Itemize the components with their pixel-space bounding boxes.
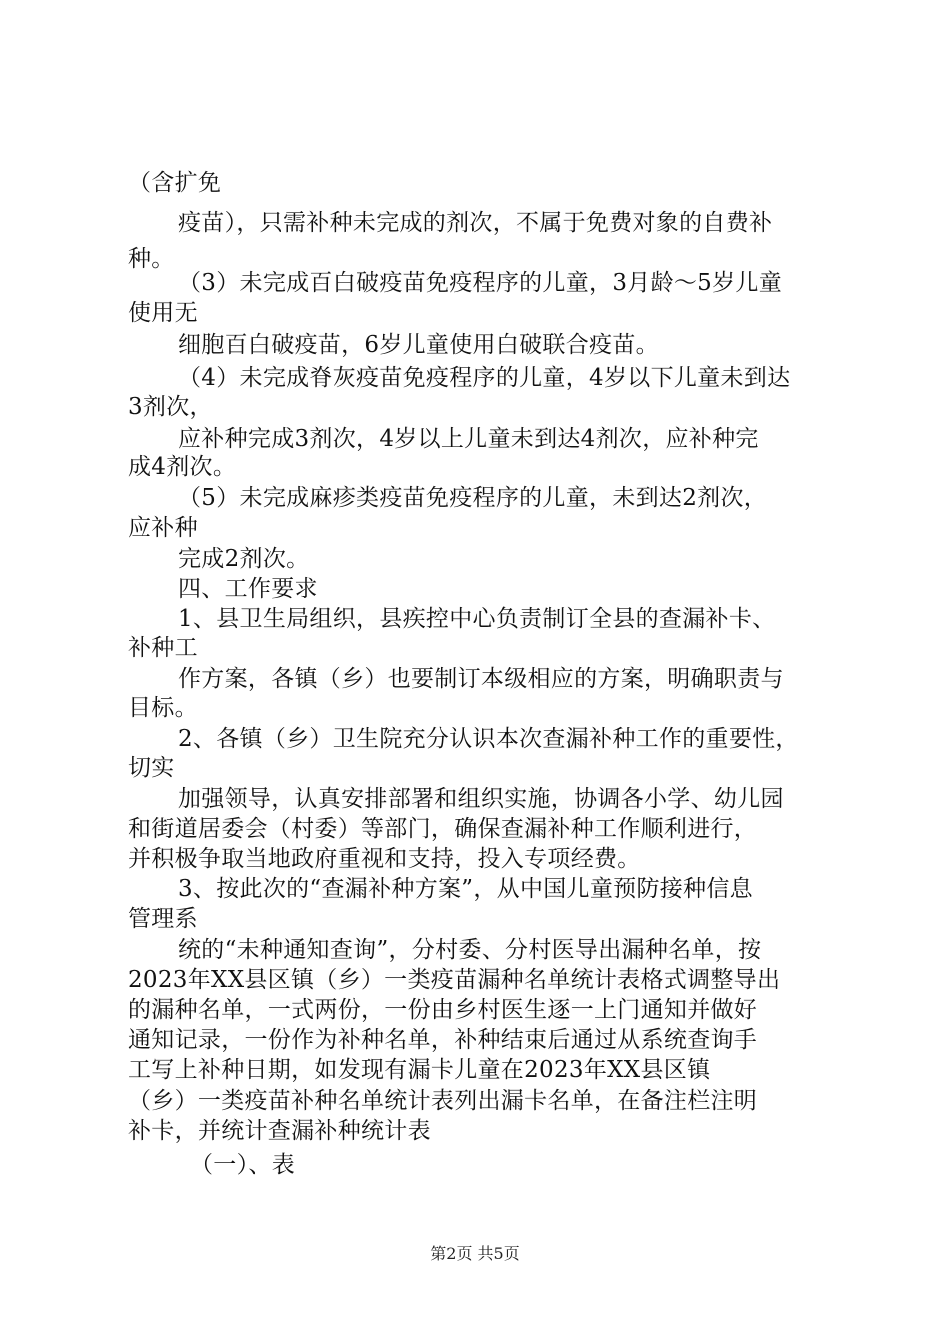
- text-line: 1、县卫生局组织，县疾控中心负责制订全县的查漏补卡、: [178, 606, 776, 632]
- text-line: 加强领导，认真安排部署和组织实施，协调各小学、幼儿园: [178, 786, 784, 812]
- text-line: 目标。: [128, 695, 198, 721]
- text-line: 和街道居委会（村委）等部门，确保查漏补种工作顺利进行，: [128, 816, 758, 842]
- text-line: （5）未完成麻疹类疫苗免疫程序的儿童，未到达2剂次，: [178, 485, 768, 511]
- text-line: （含扩免: [128, 170, 222, 196]
- text-line: 2、各镇（乡）卫生院充分认识本次查漏补种工作的重要性，: [178, 726, 799, 752]
- text-line: 管理系: [128, 906, 198, 932]
- text-line: 3剂次，: [128, 394, 213, 420]
- text-line: 工写上补种日期，如发现有漏卡儿童在2023年XX县区镇: [128, 1057, 711, 1083]
- text-line: 并积极争取当地政府重视和支持，投入专项经费。: [128, 846, 641, 872]
- text-line: 应补种完成3剂次，4岁以上儿童未到达4剂次，应补种完: [178, 426, 759, 452]
- page-number: 第2页 共5页: [430, 1244, 520, 1263]
- text-line: 切实: [128, 755, 175, 781]
- text-line: （4）未完成脊灰疫苗免疫程序的儿童，4岁以下儿童未到达: [178, 365, 791, 391]
- text-line: 完成2剂次。: [178, 546, 310, 572]
- text-line: 成4剂次。: [128, 454, 237, 480]
- text-line: 补种工: [128, 635, 198, 661]
- text-line: 通知记录，一份作为补种名单，补种结束后通过从系统查询手: [128, 1027, 758, 1053]
- text-line: 疫苗），只需补种未完成的剂次，不属于免费对象的自费补: [178, 210, 773, 236]
- text-line: （乡）一类疫苗补种名单统计表列出漏卡名单，在备注栏注明: [128, 1088, 758, 1114]
- text-line: 使用无: [128, 300, 198, 326]
- text-line: 2023年XX县区镇（乡）一类疫苗漏种名单统计表格式调整导出: [128, 967, 781, 993]
- text-line: 的漏种名单，一式两份，一份由乡村医生逐一上门通知并做好: [128, 997, 758, 1023]
- text-line: 细胞百白破疫苗，6岁儿童使用白破联合疫苗。: [178, 332, 659, 358]
- text-line: 作方案，各镇（乡）也要制订本级相应的方案，明确职责与: [178, 666, 784, 692]
- section-heading: 四、工作要求: [178, 576, 318, 602]
- text-line: （一）、表: [190, 1152, 295, 1178]
- text-line: 3、按此次的“查漏补种方案”，从中国儿童预防接种信息: [178, 876, 753, 902]
- text-line: （3）未完成百白破疫苗免疫程序的儿童，3月龄～5岁儿童: [178, 270, 782, 296]
- text-line: 统的“未种通知查询”，分村委、分村医导出漏种名单，按: [178, 937, 762, 963]
- text-line: 应补种: [128, 515, 198, 541]
- text-line: 补卡，并统计查漏补种统计表: [128, 1118, 431, 1144]
- text-line: 种。: [128, 246, 175, 272]
